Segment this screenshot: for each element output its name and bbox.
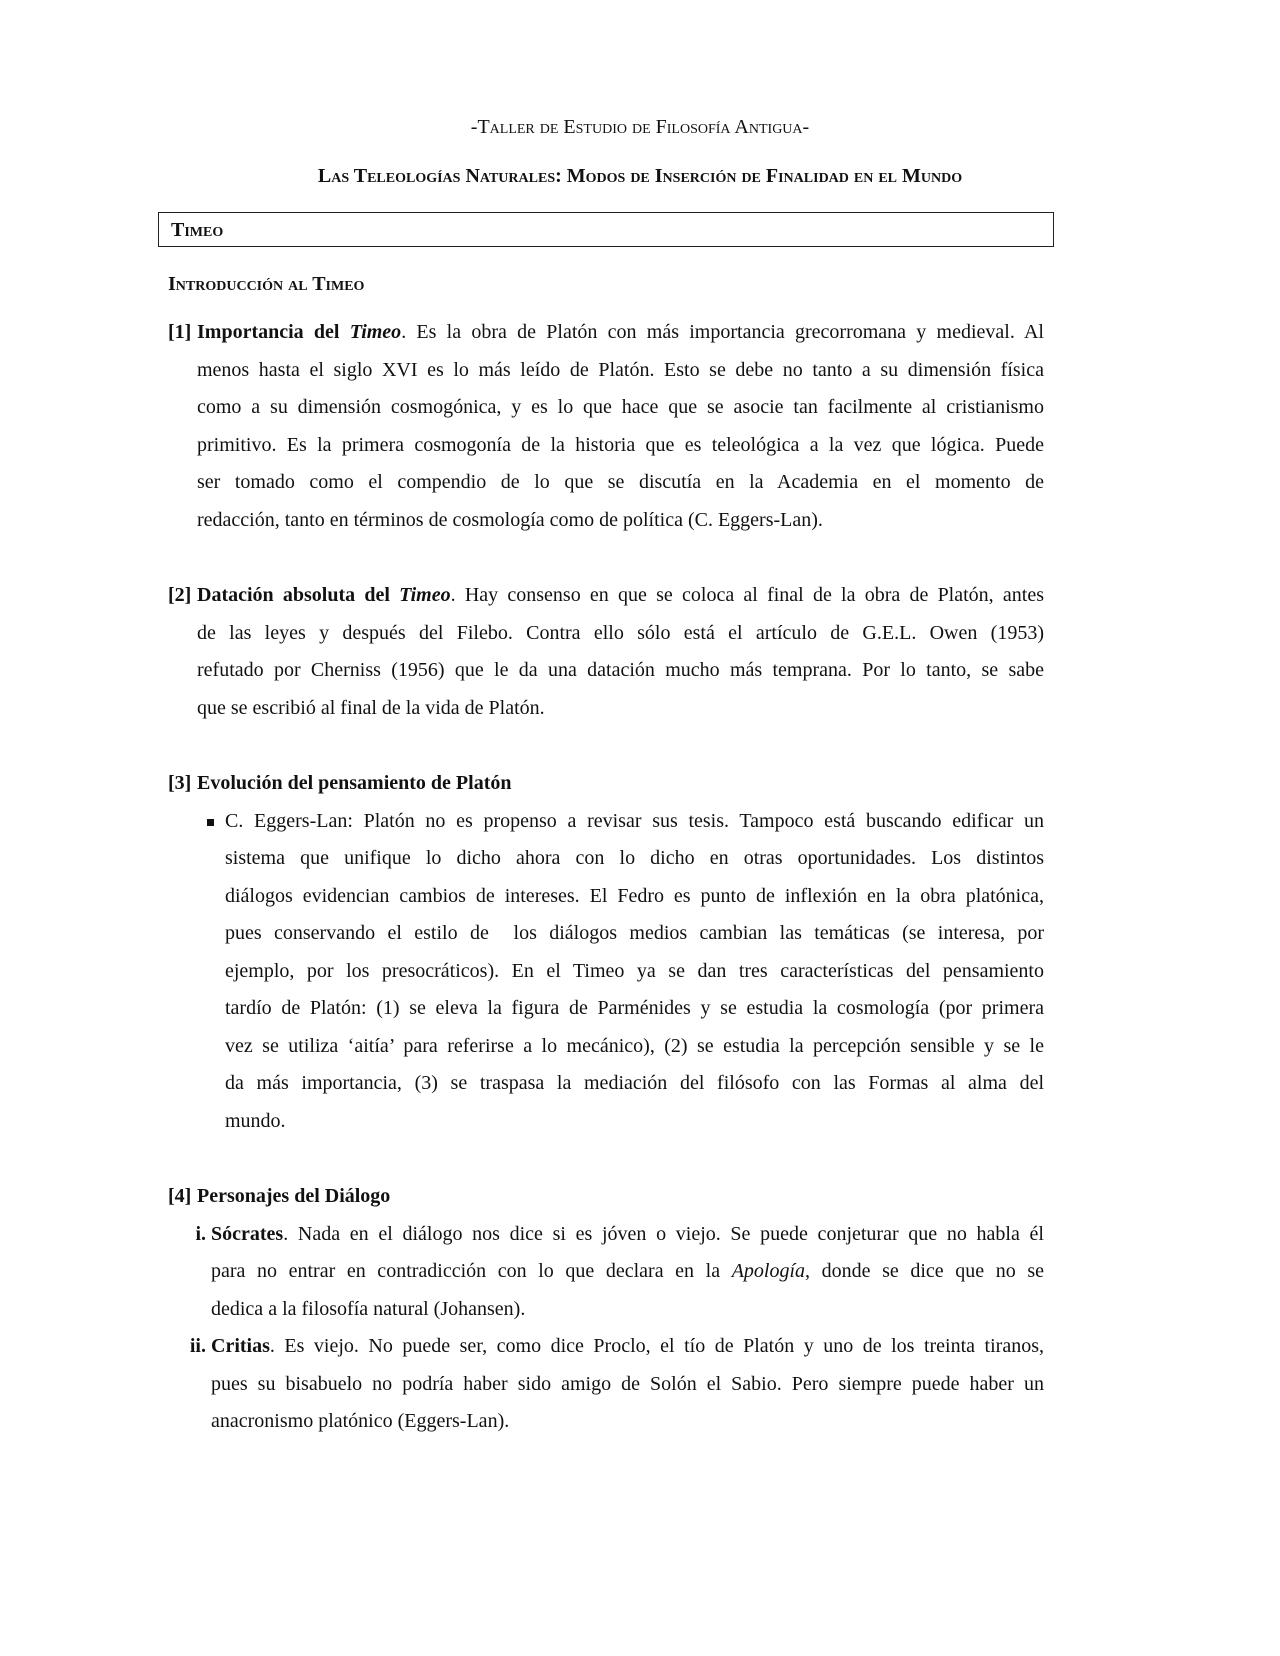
text-line: refutado por Cherniss (1956) que le da una datación mucho más temprana. Por lo tanto, se sabe (197, 659, 1044, 681)
section-box-title: Timeo (171, 219, 224, 241)
text-line: como a su dimensión cosmogónica, y es lo que hace que se asocie tan facilmente al cristianismo (197, 396, 1044, 418)
paragraph-1 (168, 314, 1044, 539)
text-line: pues su bisabuelo no podría haber sido amigo de Solón el Sabio. Pero siempre puede haber un (211, 1372, 1044, 1395)
text-line: . Es viejo. No puede ser, como dice Proclo, el tío de Platón y uno de los treinta tiranos, (269, 1335, 1044, 1357)
work-title: Apología (731, 1260, 806, 1282)
text-line: diálogos evidencian cambios de intereses. El Fedro es punto de inflexión en la obra platónica, (225, 884, 1044, 907)
character-name: Sócrates (211, 1222, 284, 1245)
text-line: . Nada en el diálogo nos dice si es jóven o viejo. Se puede conjeturar que no habla él (283, 1222, 1044, 1245)
item-heading-italic: Timeo (399, 584, 451, 606)
item-heading: Datación absoluta del (197, 584, 400, 606)
section-box (158, 212, 1054, 247)
paragraph-2 (168, 577, 1044, 727)
item-number: [1] (168, 321, 192, 343)
item-number: [4] (168, 1185, 192, 1207)
list-item-critias (168, 1328, 1044, 1441)
text-line: menos hasta el siglo XVI es lo más leído de Platón. Esto se debe no tanto a su dimensión física (197, 358, 1044, 381)
text-line: tardío de Platón: (1) se eleva la figura de Parménides y se estudia la cosmología (por primera (225, 997, 1044, 1019)
text-line: vez se utiliza ‘aitía’ para referirse a lo mecánico), (2) se estudia la percepción sensible y se le (225, 1034, 1044, 1057)
text-line: sistema que unifique lo dicho ahora con lo dicho en otras oportunidades. Los distintos (225, 847, 1044, 869)
text-line: . Hay consenso en que se coloca al final de la obra de Platón, antes (450, 584, 1044, 606)
bullet-icon (207, 819, 214, 826)
text-line: dedica a la filosofía natural (Johansen). (211, 1297, 526, 1320)
text-line: que se escribió al final de la vida de Platón. (197, 696, 545, 719)
text-line: ser tomado como el compendio de lo que se discutía en la Academia en el momento de (197, 471, 1044, 493)
item-heading: Importancia del (197, 321, 350, 343)
text-line: anacronismo platónico (Eggers-Lan). (211, 1410, 510, 1432)
item-number: [2] (168, 584, 192, 606)
paragraph-4 (168, 1178, 1044, 1441)
text-line: pues conservando el estilo de los diálogos medios cambian las temáticas (se interesa, por (225, 922, 1044, 944)
text-line: redacción, tanto en términos de cosmología como de política (C. Eggers-Lan). (197, 508, 823, 531)
item-heading: Personajes del Diálogo (197, 1185, 391, 1207)
text-line: , donde se dice que no se (805, 1260, 1045, 1282)
text-line: de las leyes y después del Filebo. Contra ello sólo está el artículo de G.E.L. Owen (1953) (197, 621, 1044, 644)
text-line: C. Eggers-Lan: Platón no es propenso a revisar sus tesis. Tampoco está buscando edificar un (225, 809, 1044, 832)
text-line: ejemplo, por los presocráticos). En el Timeo ya se dan tres características del pensamiento (225, 959, 1044, 982)
character-name: Critias (211, 1335, 270, 1357)
section-heading: Introducción al Timeo (168, 273, 365, 295)
text-line: primitivo. Es la primera cosmogonía de la historia que es teleológica a la vez que lógica. Puede (197, 433, 1044, 456)
text-line: mundo. (225, 1109, 286, 1132)
text-line: para no entrar en contradicción con lo que declara en la (211, 1260, 732, 1282)
list-item-socrates (168, 1216, 1044, 1329)
document-title: Las Teleologías Naturales: Modos de Inserción de Finalidad en el Mundo (317, 165, 963, 187)
roman-number: ii. (189, 1335, 206, 1357)
item-heading: Evolución del pensamiento de Platón (197, 772, 512, 794)
item-number: [3] (168, 772, 192, 794)
course-header: -Taller de Estudio de Filosofía Antigua- (470, 116, 810, 138)
text-line: . Es la obra de Platón con más importancia grecorromana y medieval. Al (401, 321, 1044, 343)
paragraph-3 (168, 765, 1044, 1140)
item-heading-italic: Timeo (349, 321, 402, 343)
roman-number: i. (195, 1222, 206, 1245)
text-line: da más importancia, (3) se traspasa la mediación del filósofo con las Formas al alma del (225, 1072, 1044, 1094)
